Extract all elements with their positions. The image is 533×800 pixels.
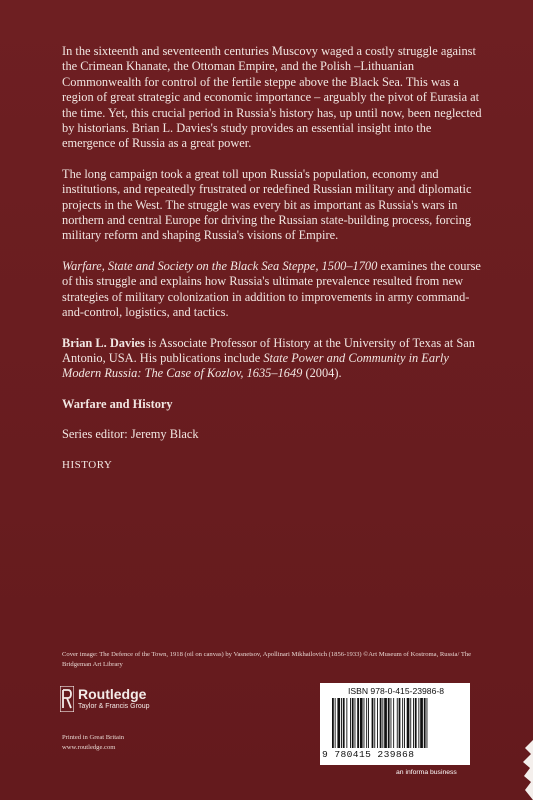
blurb-paragraph-3-text: examines the course of this struggle and explains how Russia's ultimate prevalence resulted from new strategies of military colonization in addition to improvements in army command-and-control, logistics, and tactics. [62,258,481,320]
barcode-icon [332,698,458,748]
barcode-bar [410,698,411,748]
author-bio [62,336,482,382]
author-previous-book: State Power and Community in Early Modern Russia: The Case of Kozlov, 1635–1649 [62,350,449,381]
routledge-mark-icon [60,686,74,712]
author-book-year: (2004). [302,366,342,381]
barcode-bar [372,698,374,748]
barcode-bar [364,698,365,748]
barcode-bar [343,698,345,748]
isbn-digits: 9 780415 239868 [322,749,415,760]
isbn-label: ISBN 978-0-415-23986-8 [347,686,445,696]
publisher-name: Routledge [78,686,147,702]
printed-info [62,733,222,753]
barcode-bar [350,698,351,748]
informa-tagline: an informa business [396,769,457,776]
barcode-bar [332,698,334,748]
barcode-bar [368,698,369,748]
barcode-bar [346,698,347,748]
book-title: Warfare, State and Society on the Black Sea Steppe, 1500–1700 [62,258,378,273]
barcode-bar [335,698,336,748]
barcode-bar [384,698,387,748]
series-title: Warfare and History [62,396,173,411]
blurb-paragraph-3 [62,259,482,321]
barcode-bar [360,698,363,748]
printed-location: Printed in Great Britain [62,734,125,741]
isbn-barcode-box [320,683,470,765]
author-name: Brian L. Davies [62,335,145,350]
barcode-bar [393,698,394,748]
category-label: HISTORY [62,458,113,471]
blurb-paragraph-1: In the sixteenth and seventeenth centuries Muscovy waged a costly struggle against the Crimean Khanate, the Ottoman Empire, and the Polish –Lithuanian Commonwealth for control of the fertile steppe above the Black Sea. This was a region of great strategic and economic importance – arguably the pivot of Eurasia at the time. Yet, this crucial period in Russia's history has, up until now, been neglected by historians. Brian L. Davies's study provides an essential insight into the emergence of Russia as a great power. [62,44,482,151]
barcode-bar [337,698,340,748]
series-editor: Series editor: Jeremy Black [62,427,199,442]
barcode-bar [418,698,419,748]
barcode-bar [399,698,401,748]
barcode-bar [420,698,423,748]
barcode-bar [397,698,398,748]
barcode-bar [357,698,359,748]
barcode-bar [388,698,390,748]
barcode-bar [382,698,383,748]
barcode-bar [366,698,367,748]
author-bio-text: is Associate Professor of History at the University of Texas at San Antonio, USA. His publications include [62,335,475,365]
barcode-bar [355,698,356,748]
barcode-bar [402,698,403,748]
barcode-bar [380,698,382,748]
barcode-bar [352,698,354,748]
barcode-bar [377,698,378,748]
barcode-bar [413,698,414,748]
barcode-bar [415,698,417,748]
barcode-bar [404,698,405,748]
blurb-paragraph-2: The long campaign took a great toll upon Russia's population, economy and institutions, and repeatedly frustrated or redefined Russian military and diplomatic projects in the West. The struggle was every bit as important as Russia's wars in northern and central Europe for driving the Russian state-building process, forcing military reform and shaping Russia's visions of Empire. [62,166,472,243]
barcode-bar [427,698,428,748]
publisher-logo [60,686,210,726]
publisher-group: Taylor & Francis Group [78,703,150,710]
page-corner-decoration [515,740,533,800]
barcode-bar [374,698,375,748]
barcode-bar [424,698,426,748]
publisher-website: www.routledge.com [62,744,116,751]
barcode-bar [391,698,392,748]
blurb [62,44,482,488]
barcode-bar [341,698,342,748]
barcode-bar [407,698,410,748]
cover-credit: Cover image: The Defence of the Town, 1918 (oil on canvas) by Vasnetsov, Apollinari Mikhailovich (1856-1933) ©Art Museum of Kostroma, Russia/ The Bridgeman Art Library [62,651,472,668]
